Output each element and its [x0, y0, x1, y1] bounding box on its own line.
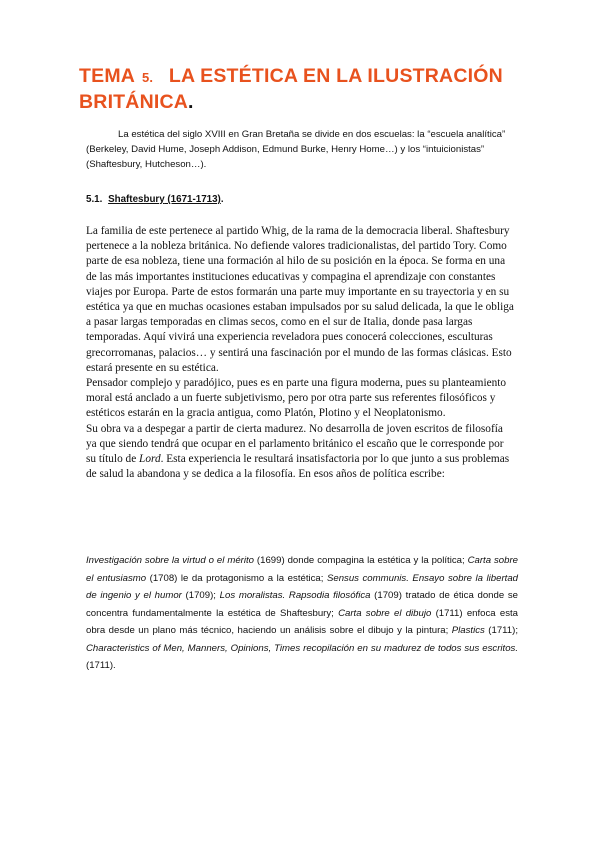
works-list — [86, 552, 518, 675]
work-title: Carta sobre el dibujo — [338, 607, 432, 619]
work-description: (1711) enfoca esta obra desde un plano más técnico, haciendo un análisis sobre el dibujo y la pintura; — [86, 607, 518, 636]
work-description: (1711); — [484, 625, 518, 636]
body-paragraph-1: La familia de este pertenece al partido Whig, de la rama de la democracia liberal. Shaftesbury pertenece a la nobleza británica. No defiende valores tradicionalistas, del partido Tory. Como parte de esa nobleza, tiene una formación al hilo de su posición en la época. Se forma en una de las más importantes instituciones educativas y compagina el aprendizaje con constantes viajes por Europa. Parte de estos formarán una parte muy importante en su trayectoria y en su estética ya que en muchas ocasiones estaban impulsados por su salud delicada, la que le obliga a pasar largas temporadas en climas secos, como en el sur de Italia, donde pasa largas temporadas. Aquí vivirá una experiencia reveladora pues conocerá colecciones, esculturas grecorromanas, palacios… y sentirá una fascinación por el mundo de las formas clásicas. Esto estará presente en su estética. — [86, 225, 514, 374]
work-title: Investigación sobre la virtud o el mérito — [86, 555, 254, 566]
work-description: (1708) le da protagonismo a la estética; — [146, 572, 327, 584]
section-heading — [86, 193, 506, 207]
page-title — [79, 64, 529, 115]
body-paragraph-3-end: . Esta experiencia le resultará insatisfactoria por lo que junto a sus problemas de salud la abandona y se dedica a la filosofía. En esos años de política escribe: — [86, 453, 510, 481]
title-text: LA ESTÉTICA EN LA ILUSTRACIÓN BRITÁNICA — [79, 65, 503, 113]
section-number: 5.1. — [86, 194, 103, 205]
body-paragraph-2: Pensador complejo y paradójico, pues es en parte una figura moderna, pues su planteamiento moral está anclado a un fuerte subjetivismo, pero por otra parte sus referentes filosóficos y estéticos estarán en la gracia antigua, como Platón, Plotino y el Neoplatonismo. — [86, 377, 507, 420]
work-title: Characteristics of Men, Manners, Opinions, Times recopilación en su madurez de todos sus escritos. — [86, 642, 518, 654]
work-description: (1709); — [181, 590, 220, 601]
section-dates: (1671-1713) — [164, 194, 221, 205]
section-name: Shaftesbury — [108, 194, 165, 205]
body-paragraph-3-start: Su obra va a despegar a partir de cierta madurez. No desarrolla de joven escritos de filosofía ya que siendo tendrá que ocupar en el parlamento británico el escaño que le corresponde por su título de — [86, 422, 504, 466]
body-paragraph-3 — [86, 422, 516, 483]
work-title: Sensus communis. Ensayo sobre la libertad de ingenio y el humor — [86, 572, 518, 601]
work-description: (1711). — [86, 660, 116, 671]
lord-term: Lord — [139, 453, 161, 466]
intro-paragraph: La estética del siglo XVIII en Gran Bretaña se divide en dos escuelas: la “escuela analítica” (Berkeley, David Hume, Joseph Addison, Edmund Burke, Henry Home…) y los “intuicionistas” (Shaftesbury, Hutcheson…). — [86, 129, 506, 170]
body-text — [86, 224, 516, 482]
work-title: Plastics — [451, 625, 485, 636]
title-prefix: TEMA — [79, 65, 135, 87]
title-period: . — [188, 91, 194, 113]
section-period: . — [220, 194, 224, 205]
work-title: Los moralistas. Rapsodia filosófica — [219, 590, 371, 601]
work-title: Carta sobre el entusiasmo — [86, 555, 518, 584]
title-number: 5. — [141, 70, 154, 85]
work-description: (1699) donde compagina la estética y la política; — [253, 555, 468, 566]
work-description: (1709) tratado de ética donde se concentra fundamentalmente la estética de Shaftesbury; — [86, 590, 518, 619]
